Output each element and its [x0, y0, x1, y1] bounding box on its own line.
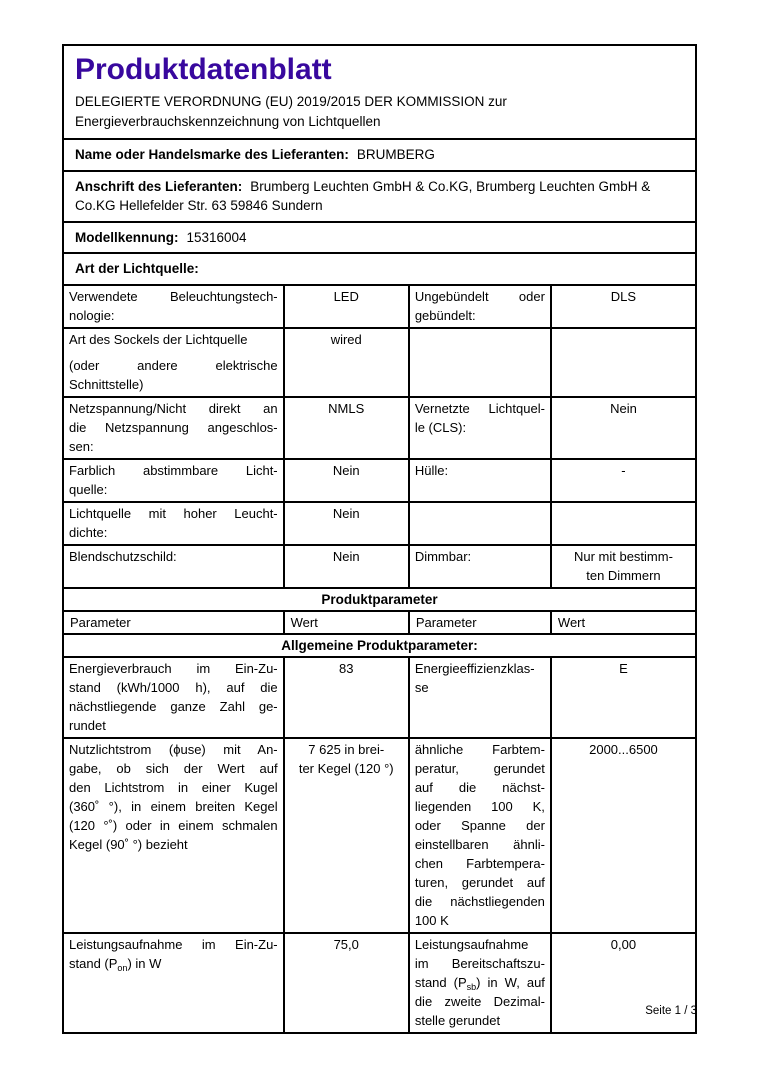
- param-cell: Lichtquelle mit hoher Leucht- dichte:: [69, 505, 278, 540]
- param-cell: Leistungsaufnahme im Ein-Zu- stand $(P_{on})$ in W: [69, 936, 278, 973]
- value-cell: LED: [283, 286, 408, 327]
- light-source-type-row: [64, 252, 695, 284]
- value-cell: Nein: [283, 503, 408, 544]
- model-id-label: Modellkennung:: [75, 229, 179, 245]
- param-cell: Energieverbrauch im Ein-Zu- stand (kWh/1000 h), auf die nächstliegende ganze Zahl ge- rundet: [69, 660, 278, 733]
- regulation-subtitle-line1: DELEGIERTE VERORDNUNG (EU) 2019/2015 DER KOMMISSION zur: [75, 94, 507, 109]
- supplier-address-row: [64, 170, 695, 221]
- param-cell: Dimmbar:: [408, 546, 550, 587]
- supplier-name-label: Name oder Handelsmarke des Lieferanten:: [75, 147, 349, 162]
- section-header-produktparameter: Produktparameter: [64, 587, 695, 610]
- supplier-address-label: Anschrift des Lieferanten:: [75, 178, 243, 194]
- model-id-row: [64, 221, 695, 253]
- value-cell: 0,00: [550, 934, 695, 1032]
- param-cell: Hülle:: [408, 460, 550, 501]
- value-cell: 2000...6500: [550, 739, 695, 932]
- value-cell: DLS: [550, 286, 695, 327]
- param-cell: Verwendete Beleuchtungstech- nologie:: [69, 288, 278, 323]
- param-cell: Art des Sockels der Lichtquelle (oder andere elektrische Schnittstelle): [69, 331, 278, 392]
- value-cell: wired: [283, 329, 408, 396]
- param-cell: Ungebündelt oder gebündelt:: [408, 286, 550, 327]
- value-cell: Nein: [283, 546, 408, 587]
- title-block: [64, 46, 695, 138]
- param-cell: [408, 329, 550, 396]
- param-header-row: [64, 610, 695, 633]
- spec-table-row: [64, 327, 695, 396]
- supplier-name-row: [64, 138, 695, 170]
- value-cell: 83: [283, 658, 408, 737]
- value-cell: NMLS: [283, 398, 408, 458]
- page-title: Produktdatenblatt: [75, 53, 332, 86]
- product-datasheet: [62, 44, 697, 1034]
- param-cell: Farblich abstimmbare Licht- quelle:: [69, 462, 278, 497]
- section-header-allgemeine: Allgemeine Produktparameter:: [64, 633, 695, 656]
- value-cell: Nein: [283, 460, 408, 501]
- supplier-address-value: Brumberg Leuchten GmbH & Co.KG, Brumberg Leuchten GmbH & Co.KG Hellefelder Str. 63 59846 Sundern: [75, 178, 651, 213]
- spec-table-row: [64, 396, 695, 458]
- model-id-value: 15316004: [186, 229, 247, 245]
- value-cell: Nur mit bestimm- ten Dimmern: [550, 546, 695, 587]
- param-cell: Vernetzte Lichtquel- le (CLS):: [408, 398, 550, 458]
- column-header: Wert: [283, 612, 408, 633]
- regulation-subtitle-line2: Energieverbrauchskennzeichnung von Lichtquellen: [75, 113, 381, 129]
- page-number: Seite 1 / 3: [645, 1005, 697, 1017]
- value-cell: 75,0: [283, 934, 408, 1032]
- value-cell: 7 625 in brei- ter Kegel (120 °): [283, 739, 408, 932]
- spec-table-row: [64, 544, 695, 587]
- param-cell: Nutzlichtstrom (ϕuse) mit An- gabe, ob sich der Wert auf den Lichtstrom in einer Kugel (360˚ °), in einem breiten Kegel (120 °˚) oder in einem schmalen Kegel (90˚ °) bezieht: [69, 741, 278, 852]
- value-cell: [550, 329, 695, 396]
- light-source-type-label: Art der Lichtquelle:: [75, 261, 199, 276]
- value-cell: [550, 503, 695, 544]
- param-table-row: [64, 737, 695, 932]
- param-cell: Energieeffizienzklas- se: [408, 658, 550, 737]
- column-header: Wert: [550, 612, 695, 633]
- column-header: Parameter: [408, 612, 550, 633]
- param-table-row: [64, 656, 695, 737]
- param-cell: Leistungsaufnahme im Bereitschaftszu- stand $(P_{sb})$ in W, auf die zweite Dezimal- stelle gerundet: [408, 934, 550, 1032]
- spec-table-row: [64, 458, 695, 501]
- value-cell: E: [550, 658, 695, 737]
- spec-table-row: [64, 501, 695, 544]
- param-cell: [408, 503, 550, 544]
- column-header: Parameter: [70, 614, 131, 630]
- value-cell: -: [550, 460, 695, 501]
- value-cell: Nein: [550, 398, 695, 458]
- param-cell: Blendschutzschild:: [69, 548, 177, 564]
- param-cell: Netzspannung/Nicht direkt an die Netzspannung angeschlos- sen:: [69, 400, 278, 454]
- spec-table-row: [64, 284, 695, 327]
- supplier-name-value: BRUMBERG: [356, 147, 435, 162]
- param-cell: ähnliche Farbtem- peratur, gerundet auf die nächst- liegenden 100 K, oder Spanne der einstellbaren ähnli- chen Farbtempera- turen, gerundet auf die nächstliegenden 100 K: [408, 739, 550, 932]
